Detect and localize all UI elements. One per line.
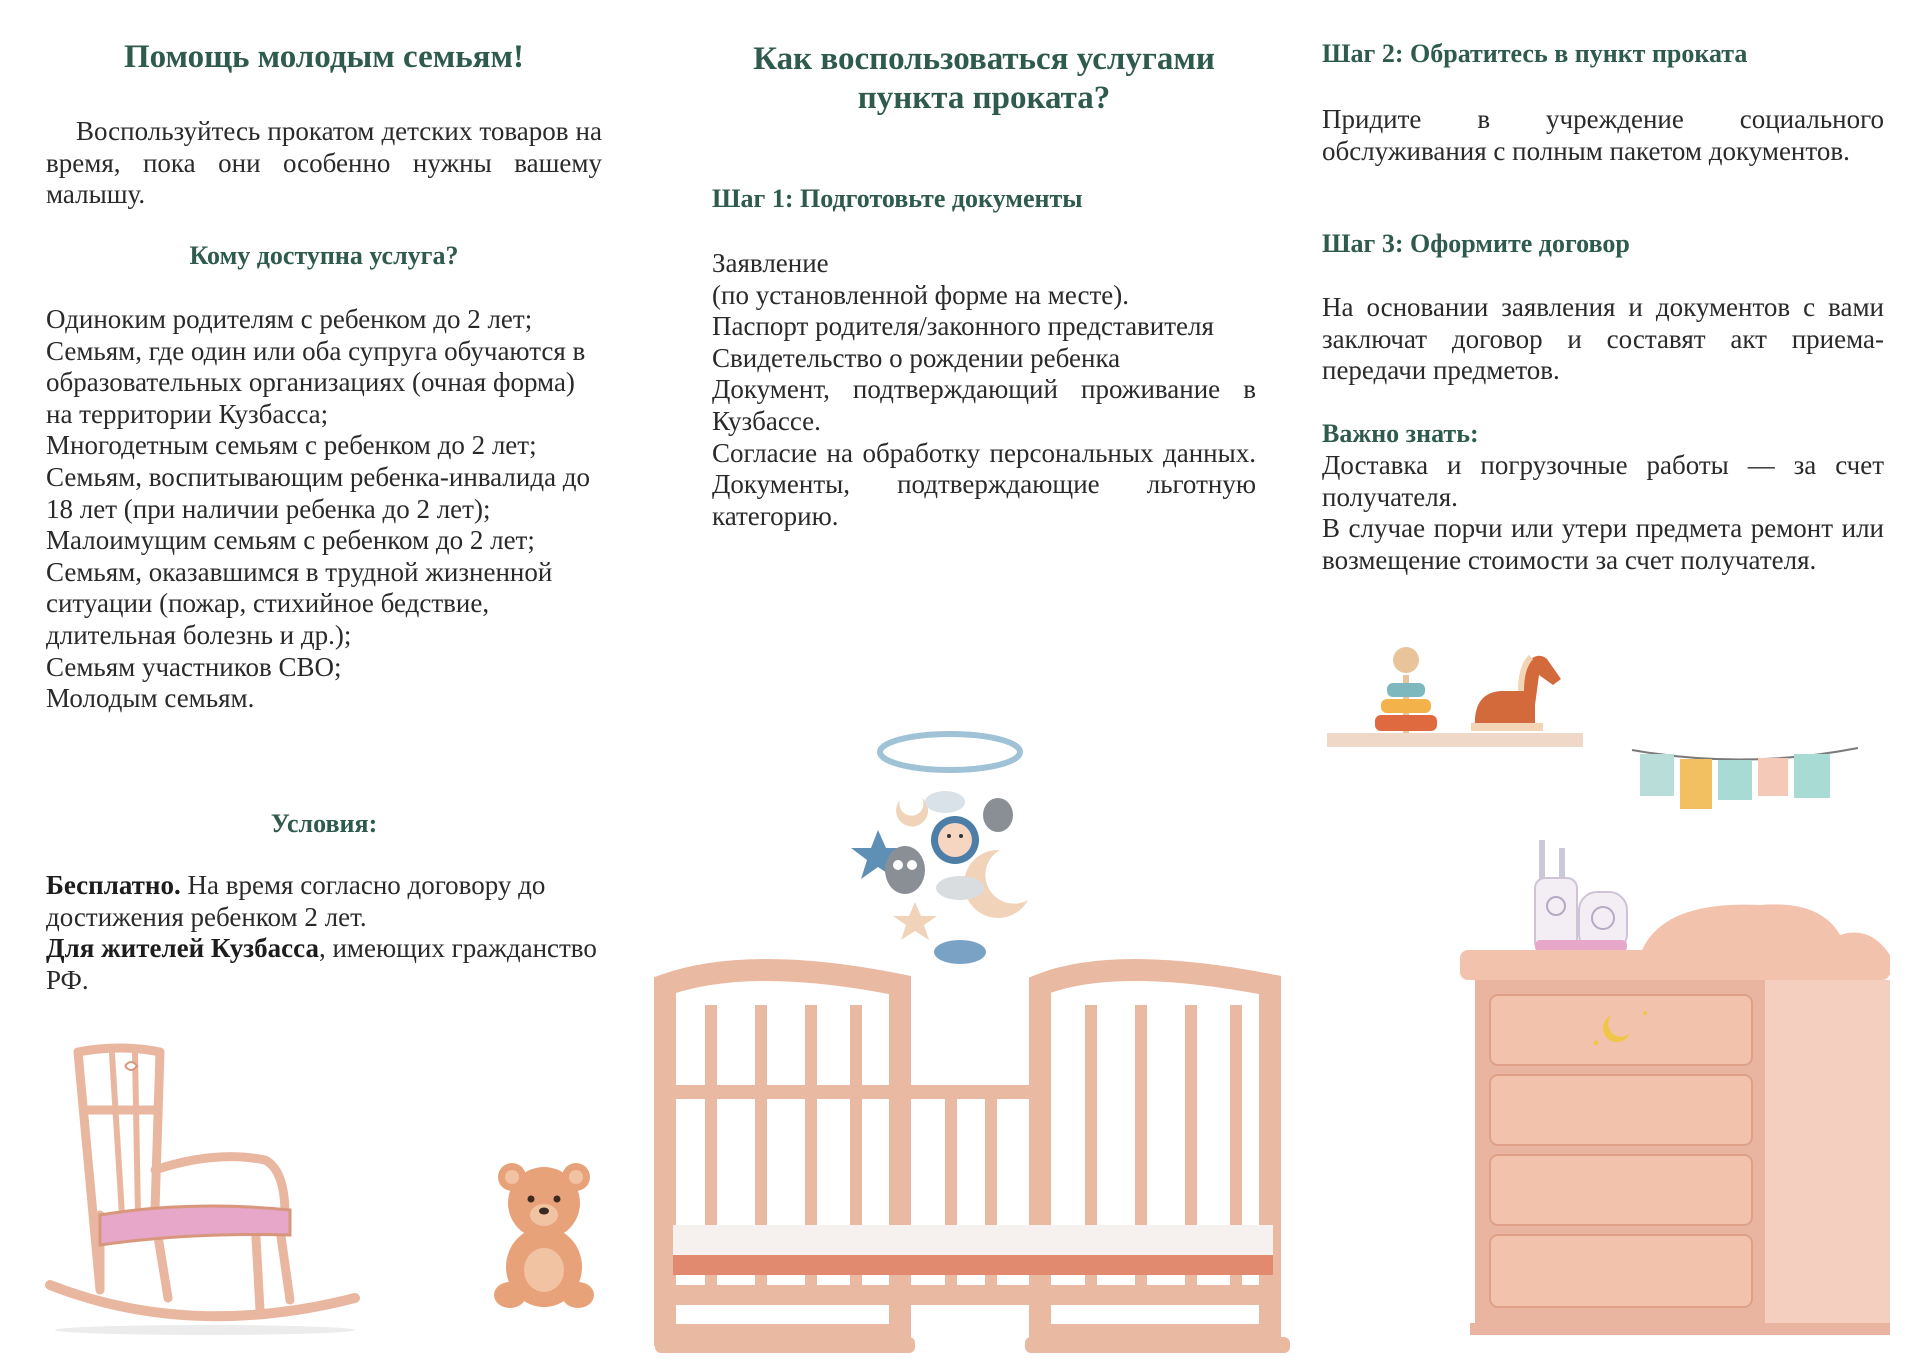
eligibility-list: [46, 304, 602, 715]
steps-title: [712, 40, 1256, 118]
garland-illustration: [1630, 740, 1860, 820]
condition-free-bold: Бесплатно.: [46, 870, 181, 900]
list-item: Заявление: [712, 248, 829, 278]
important-list: [1322, 450, 1884, 576]
list-item: Одиноким родителям с ребенком до 2 лет;: [46, 304, 533, 334]
conditions-heading: Условия:: [270, 809, 378, 838]
list-item: Молодым семьям.: [46, 683, 255, 714]
condition-residents: [46, 933, 602, 996]
list-item: Свидетельство о рождении ребенка: [712, 342, 1121, 373]
list-item: Семьям участников СВО;: [46, 651, 342, 682]
list-item: Паспорт родителя/законного представителя: [712, 311, 1214, 342]
condition-residents-bold: Для жителей Кузбасса: [46, 933, 319, 964]
list-item: Доставка и погрузочные работы — за счет получателя.: [1322, 450, 1884, 512]
list-item: Семьям, воспитывающим ребенка-инвалида до 18 лет (при наличии ребенка до 2 лет);: [46, 461, 591, 524]
step2-heading: Шаг 2: Обратитесь в пункт проката: [1322, 39, 1748, 68]
teddy-bear-illustration: [490, 1155, 600, 1315]
list-item: Документ, подтверждающий проживание в Кузбассе.: [712, 374, 1256, 436]
step1-heading: Шаг 1: Подготовьте документы: [712, 184, 1083, 213]
important-heading: Важно знать:: [1322, 419, 1479, 448]
steps-title-line2: пункта проката?: [857, 80, 1111, 116]
step1-list: [712, 248, 1256, 532]
chest-of-drawers-illustration: [1460, 895, 1900, 1340]
step3-heading: Шаг 3: Оформите договор: [1322, 229, 1630, 258]
condition-residents-text: , имеющих гражданство РФ.: [46, 933, 597, 995]
eligibility-heading: Кому доступна услуга?: [189, 241, 459, 270]
step2-text: Придите в учреждение социального обслуживания с полным пакетом документов.: [1322, 104, 1884, 166]
list-item: (по установленной форме на месте).: [712, 279, 1130, 310]
list-item: Малоимущим семьям с ребенком до 2 лет;: [46, 525, 535, 556]
crib-mobile-illustration: [850, 730, 1050, 970]
list-item: Многодетным семьям с ребенком до 2 лет;: [46, 430, 537, 461]
page-title: Помощь молодым семьям!: [124, 39, 524, 75]
baby-crib-illustration: [645, 965, 1305, 1357]
conditions-block: [46, 870, 602, 996]
list-item: Согласие на обработку персональных данных. Документы, подтверждающие льготную категорию.: [712, 437, 1256, 531]
intro-text: Воспользуйтесь прокатом детских товаров на время, пока они особенно нужны вашему малышу.: [46, 116, 602, 210]
condition-free-text: На время согласно договору до достижения ребенком 2 лет.: [46, 870, 546, 932]
list-item: Семьям, где один или оба супруга обучаются в образовательных организациях (очная форма) на территории Кузбасса;: [46, 335, 586, 429]
steps-title-line1: Как воспользоваться услугами: [753, 41, 1215, 77]
rocking-chair-illustration: [40, 1040, 370, 1340]
condition-free: [46, 870, 602, 933]
list-item: В случае порчи или утери предмета ремонт или возмещение стоимости за счет получателя.: [1322, 513, 1884, 575]
list-item: Семьям, оказавшимся в трудной жизненной ситуации (пожар, стихийное бедствие, длительная болезнь и др.);: [46, 556, 553, 650]
step3-text: На основании заявления и документов с вами заключат договор и составят акт приема-передачи предметов.: [1322, 292, 1884, 386]
toy-shelf-illustration: [1325, 645, 1590, 750]
